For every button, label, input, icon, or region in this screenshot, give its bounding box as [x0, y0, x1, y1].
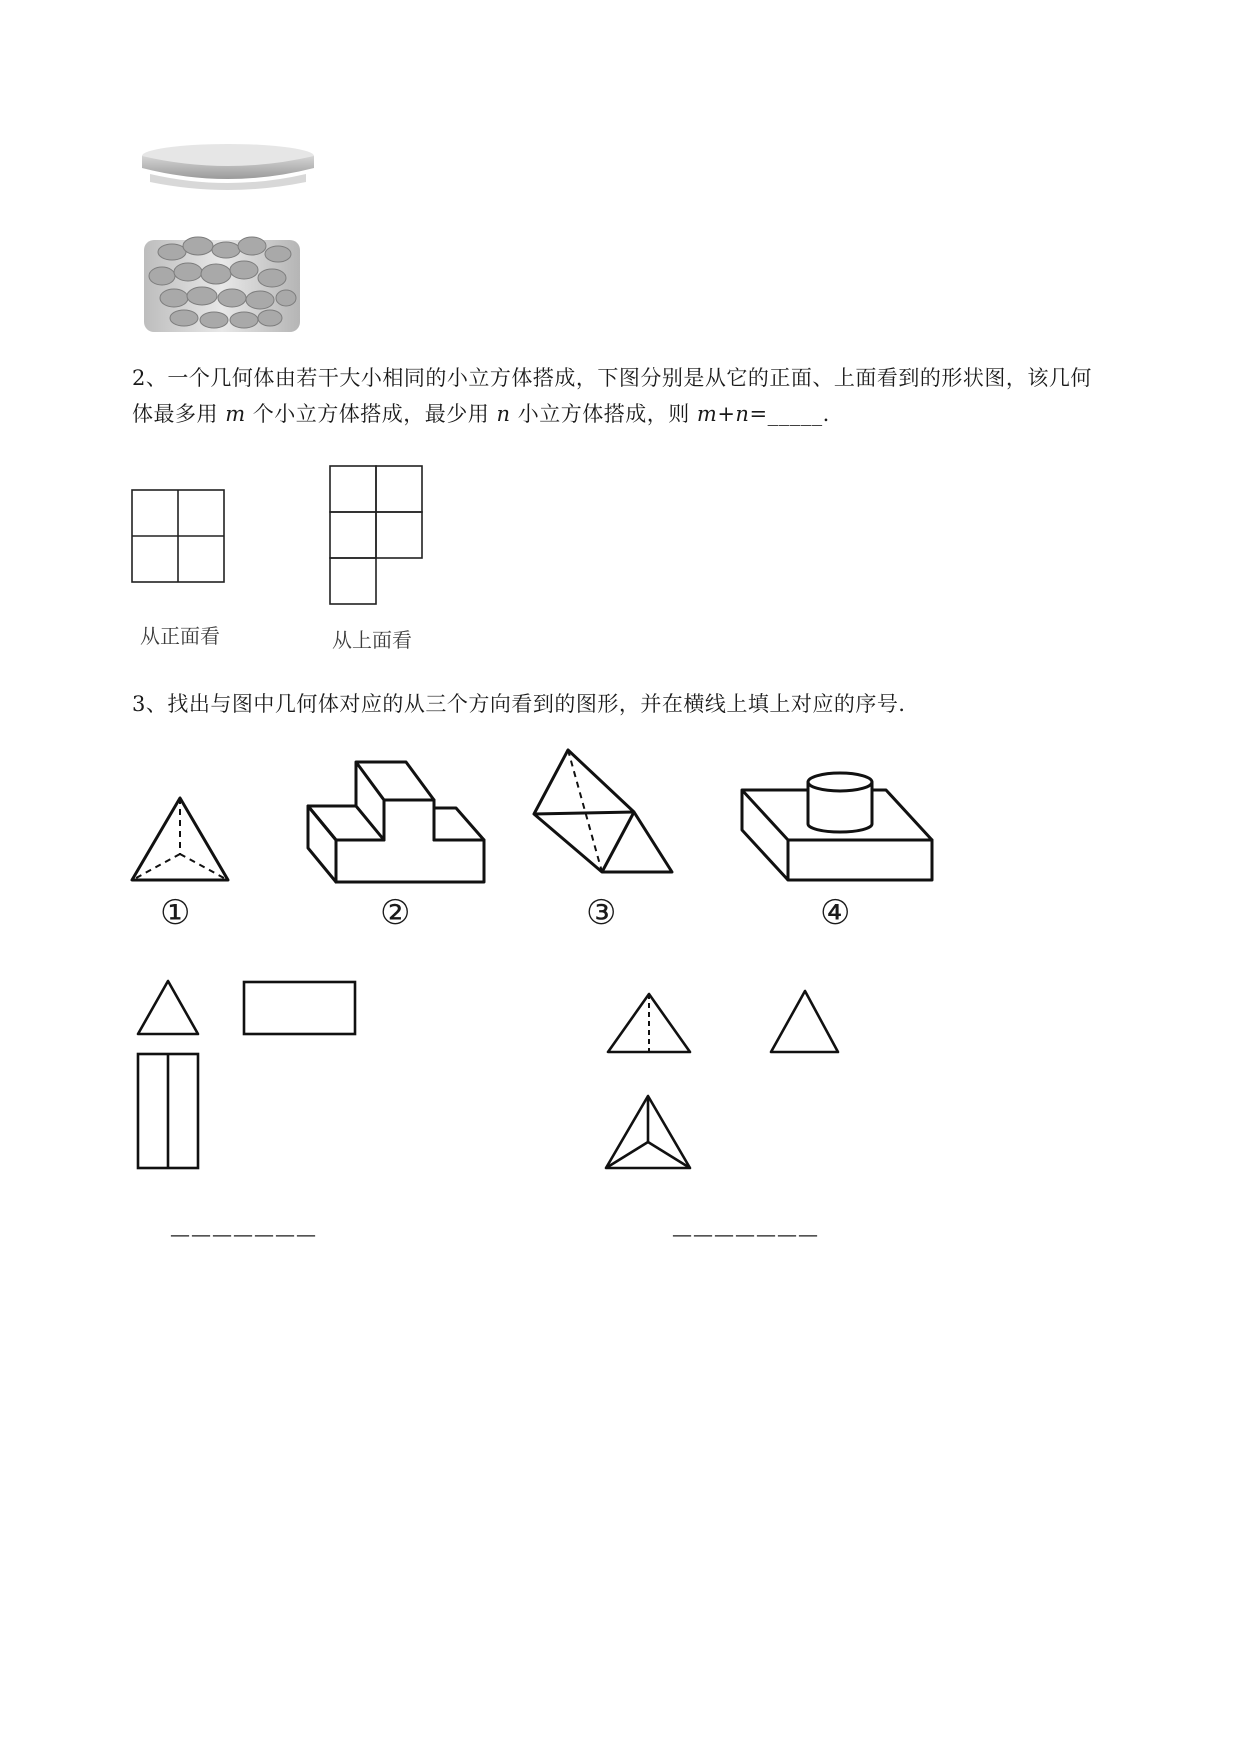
solid-label-4: ④ — [820, 893, 851, 933]
view-triangle-a — [134, 978, 202, 1038]
q2-line1-text: 2、一个几何体由若干大小相同的小立方体搭成，下图分别是从它的正面、上面看到的形状图，该几何 — [132, 366, 1092, 390]
solid-label-2: ② — [380, 893, 411, 933]
var-n: n — [496, 402, 511, 426]
q2-text-b: 个小立方体搭成，最少用 — [252, 402, 490, 426]
answer-blank-q2[interactable]: _____ — [767, 402, 823, 426]
caption-top-view: 从上面看 — [332, 628, 412, 652]
q2-text-c: 小立方体搭成，则 — [517, 402, 690, 426]
q2-line1 — [132, 360, 1132, 396]
q2-text-a: 体最多用 — [132, 402, 218, 426]
solid-4-slab-cylinder — [740, 768, 936, 884]
solid-label-3: ③ — [586, 893, 617, 933]
q3-text: 3、找出与图中几何体对应的从三个方向看到的图形，并在横线上填上对应的序号． — [132, 692, 920, 716]
view-triangle-center-b — [602, 1092, 694, 1172]
view-triangle-b — [768, 988, 842, 1056]
front-view-grid — [130, 488, 226, 586]
solid-1-pyramid — [128, 794, 232, 886]
solid-2-stepped-prism — [300, 760, 490, 886]
view-triangle-dashed-b — [604, 990, 694, 1058]
jar-illustration — [140, 140, 330, 340]
solid-label-1: ① — [160, 893, 191, 933]
var-m: m — [225, 402, 246, 426]
expr-plus: + — [717, 402, 736, 426]
jar-body — [144, 237, 300, 332]
q2-end: . — [822, 402, 830, 426]
caption-front-view: 从正面看 — [140, 624, 220, 648]
expr-m: m — [696, 402, 718, 426]
jar-lid — [142, 144, 314, 190]
q2-line2 — [132, 396, 830, 432]
view-rectangle-a — [242, 980, 358, 1038]
expr-eq: = — [749, 402, 768, 426]
expr-n: n — [735, 402, 750, 426]
top-view-grid — [328, 464, 424, 608]
answer-blank-a[interactable]: ——————— — [170, 1222, 317, 1246]
view-split-rectangle-a — [136, 1052, 202, 1172]
answer-blank-b[interactable]: ——————— — [672, 1222, 819, 1246]
solid-3-triangular-prism — [526, 746, 682, 876]
